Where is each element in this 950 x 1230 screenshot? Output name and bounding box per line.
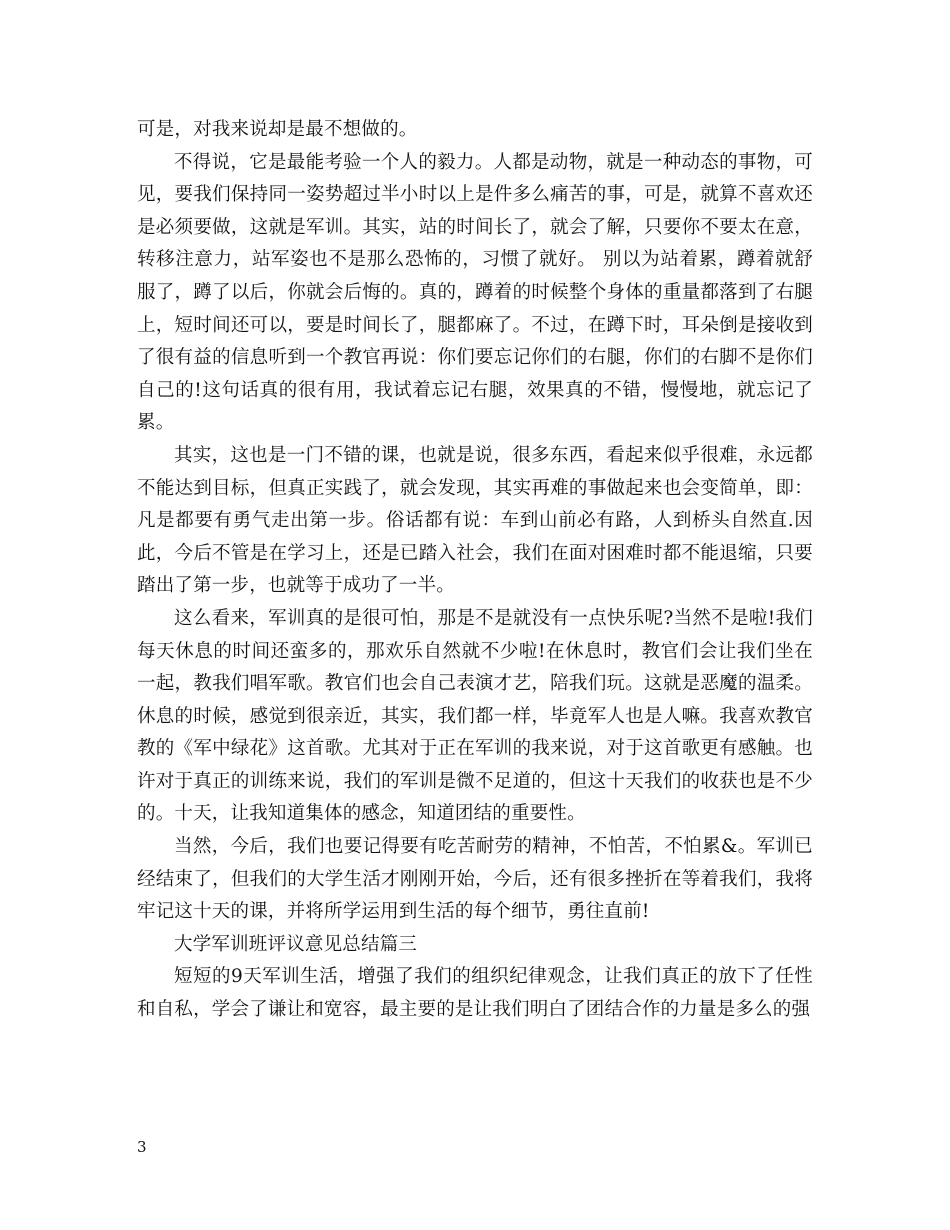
paragraph-nine-days: 短短的9天军训生活，增强了我们的组织纪律观念，让我们真正的放下了任性和自私，学会了谦让和宽容，最主要的是让我们明白了团结合作的力量是多么的强 xyxy=(137,966,813,1021)
paragraph-joy: 这么看来，军训真的是很可怕，那是不是就没有一点快乐呢?当然不是啦!我们每天休息的时间还蛮多的，那欢乐自然就不少啦!在休息时，教官们会让我们坐在一起，教我们唱军歌。教官们也会自己表演才艺，陪我们玩。这就是恶魔的温柔。休息的时候，感觉到很亲近，其实，我们都一样，毕竟军人也是人嘛。我喜欢教官教的《军中绿花》这首歌。尤其对于正在军训的我来说，对于这首歌更有感触。也许对于真正的训练来说，我们的军训是微不足道的，但这十天我们的收获也是不少的。十天，让我知道集体的感念，知道团结的重要性。 xyxy=(137,607,813,825)
page-number: 3 xyxy=(137,1138,147,1156)
paragraph-endurance: 不得说，它是最能考验一个人的毅力。人都是动物，就是一种动态的事物，可见，要我们保持同一姿势超过半小时以上是件多么痛苦的事，可是，就算不喜欢还是必须要做，这就是军训。其实，站的时间长了，就会了解，只要你不要太在意，转移注意力，站军姿也不是那么恐怖的，习惯了就好。 别以为站着累，蹲着就舒服了，蹲了以后，你就会后悔的。真的，蹲着的时候整个身体的重量都落到了右腿上，短时间还可以，要是时间长了，腿都麻了。不过，在蹲下时，耳朵倒是接收到了很有益的信息听到一个教官再说：你们要忘记你们的右腿，你们的右脚不是你们自己的!这句话真的很有用，我试着忘记右腿，效果真的不错，慢慢地，就忘记了累。 xyxy=(137,151,813,434)
paragraph-first-step: 其实，这也是一门不错的课，也就是说，很多东西，看起来似乎很难，永远都不能达到目标，但真正实践了，就会发现，其实再难的事做起来也会变简单，即：凡是都要有勇气走出第一步。俗话都有说：车到山前必有路，人到桥头自然直.因此，今后不管是在学习上，还是已踏入社会，我们在面对困难时都不能退缩，只要踏出了第一步，也就等于成功了一半。 xyxy=(137,444,813,597)
document-body xyxy=(137,114,813,1027)
paragraph-conclusion: 当然，今后，我们也要记得要有吃苦耐劳的精神，不怕苦，不怕累&。军训已经结束了，但我们的大学生活才刚刚开始，今后，还有很多挫折在等着我们，我将牢记这十天的课，并将所学运用到生活的每个细节，勇往直前! xyxy=(137,836,813,923)
section-heading: 大学军训班评议意见总结篇三 xyxy=(174,933,418,955)
paragraph-continuation: 可是，对我来说却是最不想做的。 xyxy=(137,119,418,140)
